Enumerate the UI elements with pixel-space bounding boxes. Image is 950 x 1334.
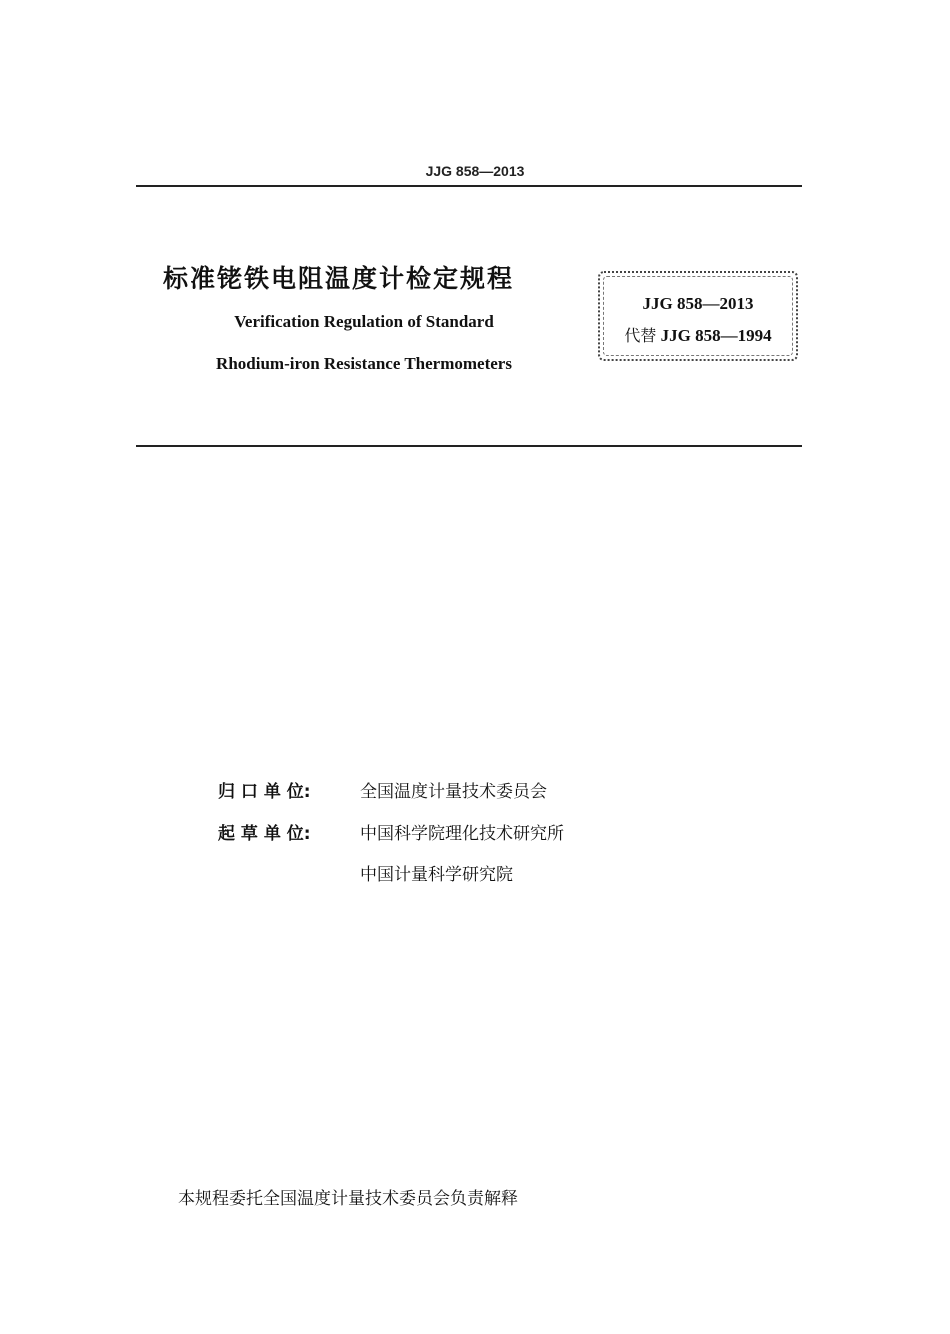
title-chinese: 标准铑铁电阻温度计检定规程 (163, 264, 515, 293)
drafting-unit-row-2 (360, 860, 513, 885)
top-rule (136, 185, 802, 187)
drafting-unit-value-1: 中国科学院理化技术研究所 (360, 824, 564, 844)
replaces-code-line (600, 323, 796, 346)
drafting-unit-value-2: 中国计量科学研究院 (360, 865, 513, 885)
replaces-code: JJG 858—1994 (660, 326, 772, 345)
drafting-unit-row (218, 819, 564, 844)
responsible-unit-label: 归 口 单 位: (218, 782, 311, 802)
responsible-unit-row (218, 777, 547, 802)
drafting-unit-label: 起 草 单 位: (218, 824, 311, 844)
responsible-unit-value: 全国温度计量技术委员会 (360, 782, 547, 802)
standard-code-box (598, 271, 798, 361)
header-standard-code: JJG 858—2013 (425, 163, 525, 179)
bottom-rule (136, 445, 802, 447)
title-english-line-2: Rhodium-iron Resistance Thermometers (216, 354, 512, 373)
current-code: JJG 858—2013 (642, 294, 754, 313)
interpretation-note: 本规程委托全国温度计量技术委员会负责解释 (178, 1189, 518, 1209)
title-english-line-1: Verification Regulation of Standard (234, 312, 494, 331)
replaces-prefix: 代替 (624, 326, 657, 345)
